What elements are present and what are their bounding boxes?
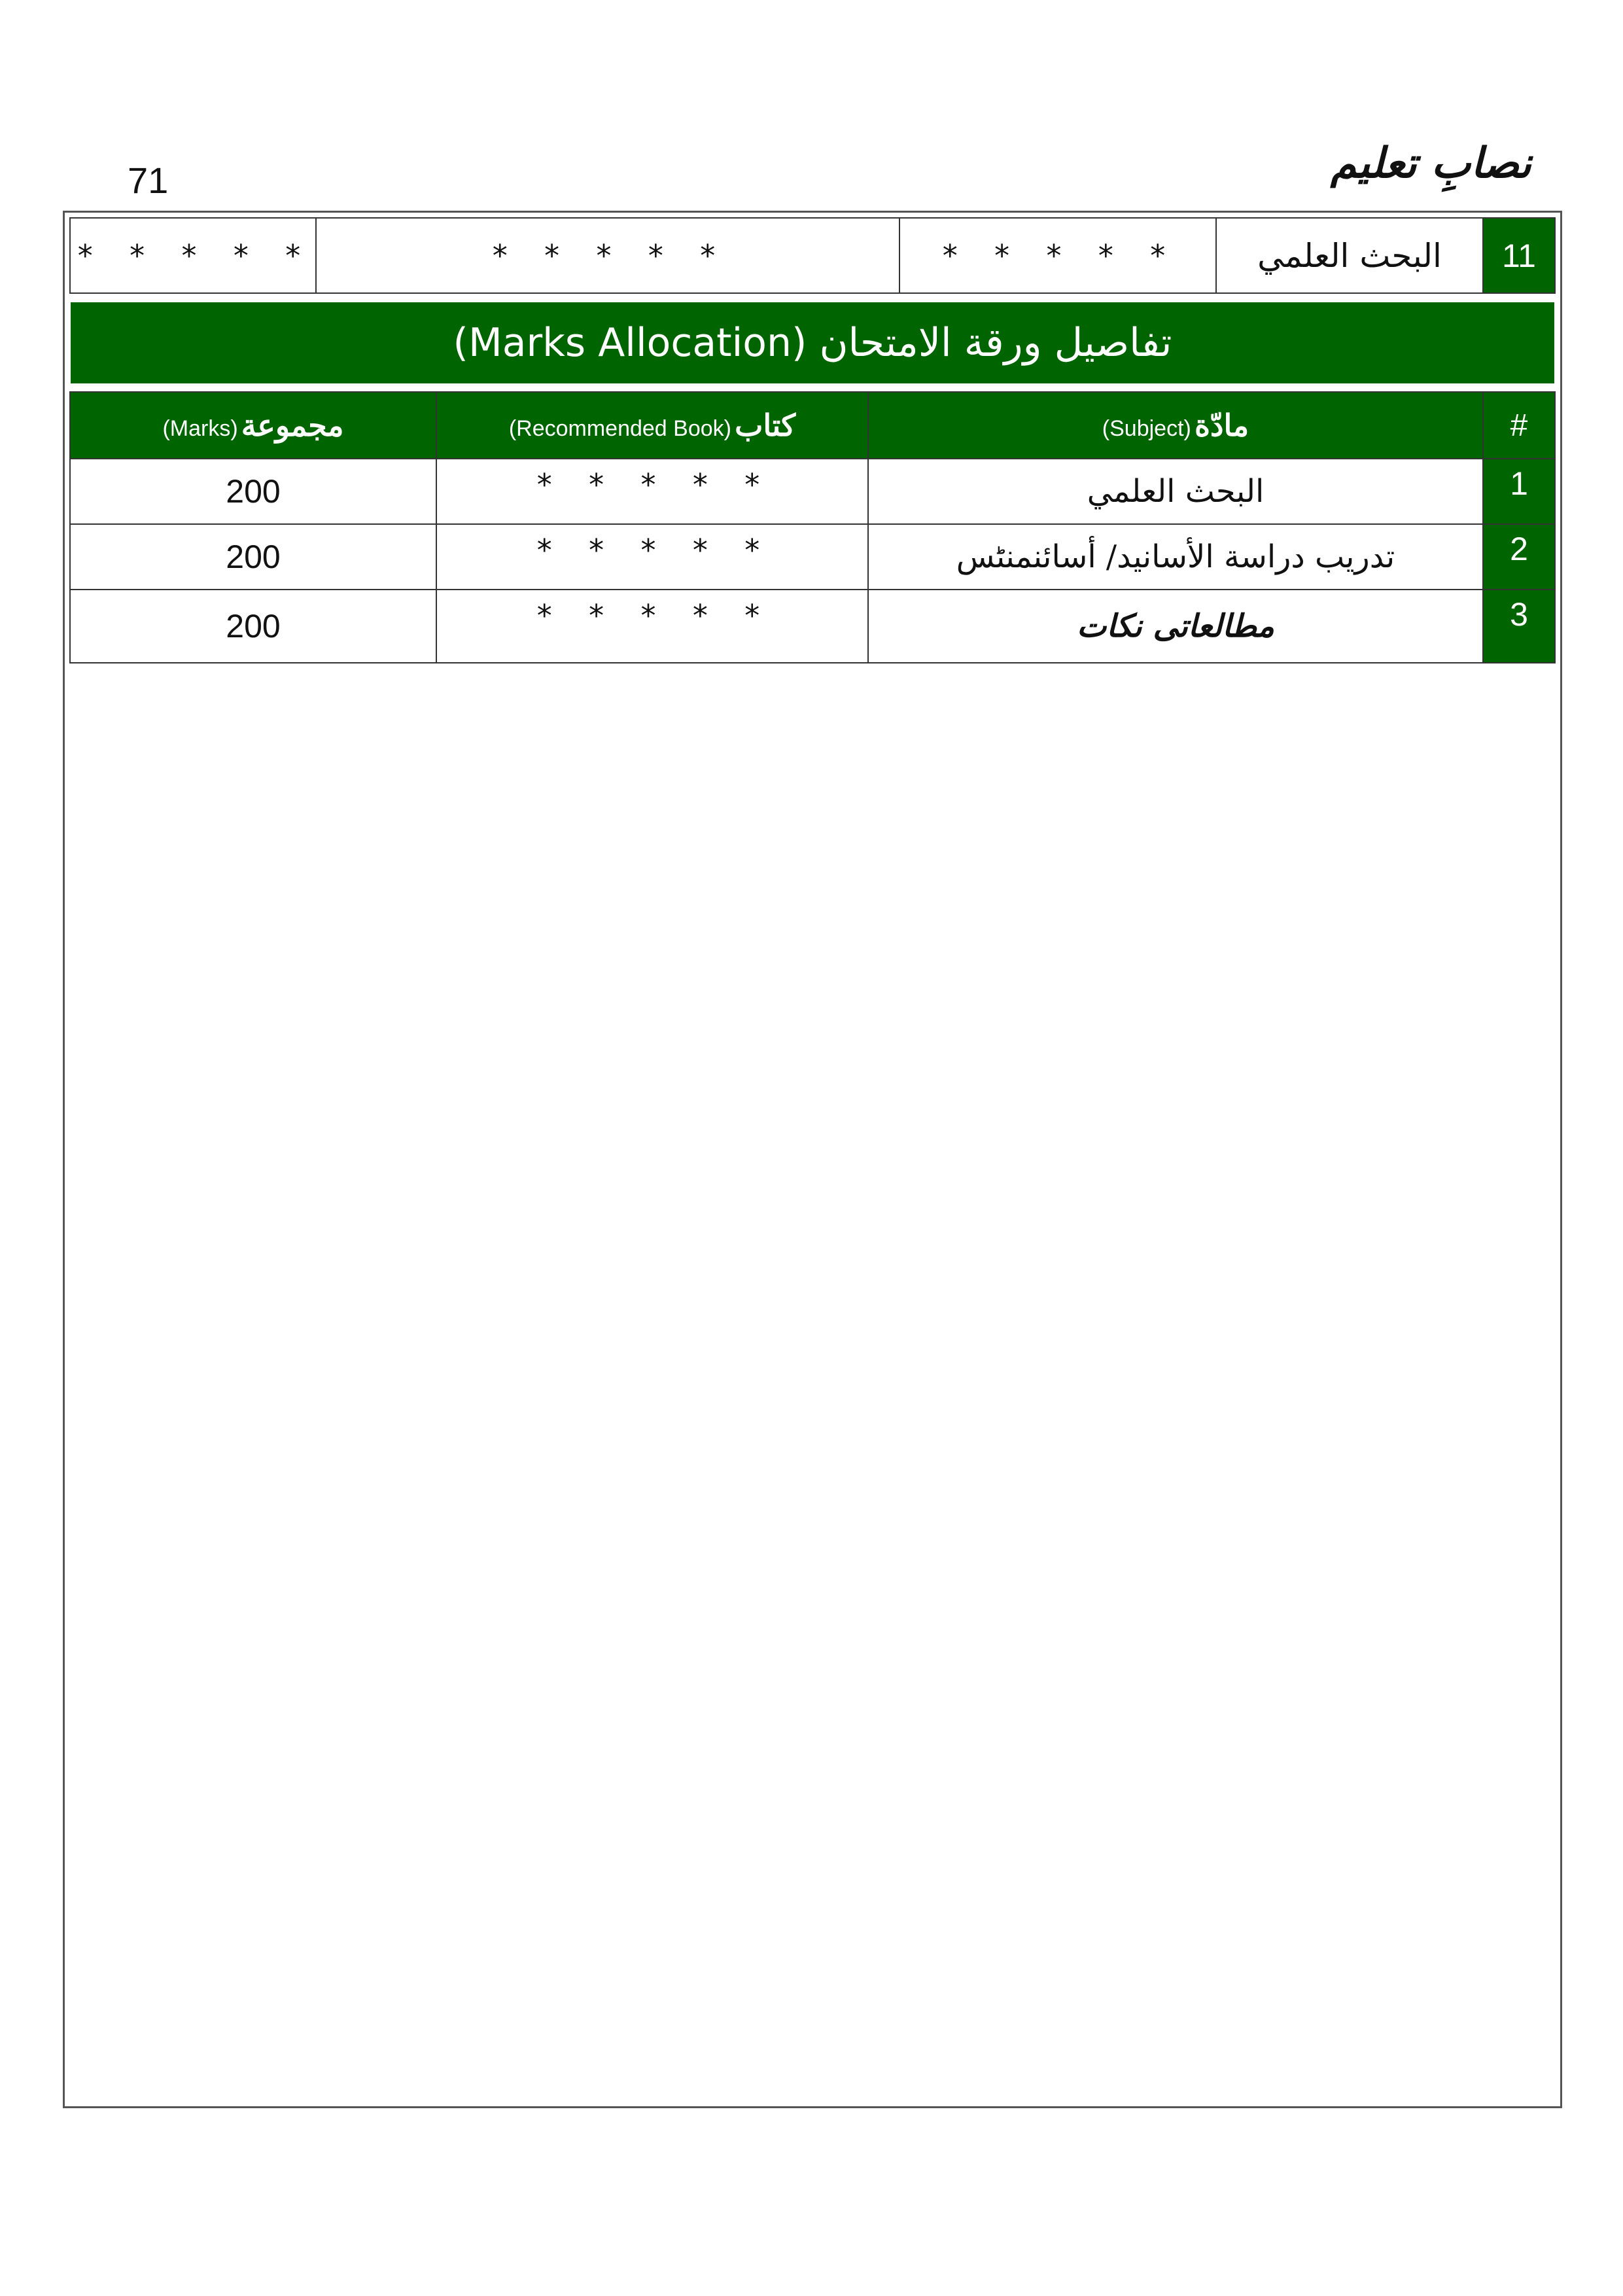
row-subject: تدريب دراسة الأسانيد/ أسائنمنٹس [868,524,1483,590]
top-row-col1: * * * * * [70,218,316,293]
header-book-en: (Recommended Book) [508,416,731,441]
header-hash: # [1483,392,1555,459]
top-row-subject: البحث العلمي [1216,218,1483,293]
header-subject-ar: مادّة [1194,408,1249,443]
curriculum-title: نصابِ تعلیم [1330,139,1531,188]
row-marks: 200 [70,459,436,524]
marks-allocation-banner [71,302,1554,383]
marks-allocation-table [69,391,1556,663]
header-subject [868,392,1483,459]
header-book [436,392,868,459]
header-marks [70,392,436,459]
header-marks-ar: مجموعة [241,408,344,443]
row-subject: البحث العلمي [868,459,1483,524]
top-row-number: 11 [1483,218,1555,293]
table-row [70,590,1555,663]
row-book: * * * * * [436,524,868,590]
row-book: * * * * * [436,590,868,663]
header-marks-en: (Marks) [162,416,238,441]
top-row-col2: * * * * * [316,218,899,293]
header-book-ar: كتاب [735,408,796,443]
row-book: * * * * * [436,459,868,524]
top-row-col3: * * * * * [899,218,1216,293]
continuation-row-table [69,217,1556,294]
table-row [70,218,1555,293]
row-marks: 200 [70,590,436,663]
row-index: 1 [1483,459,1555,524]
row-marks: 200 [70,524,436,590]
row-subject: مطالعاتی نکات [868,590,1483,663]
table-header-row [70,392,1555,459]
row-index: 2 [1483,524,1555,590]
table-row [70,459,1555,524]
table-row [70,524,1555,590]
page-number: 71 [128,160,169,201]
banner-title: تفاصيل ورقة الامتحان (Marks Allocation) [453,320,1172,366]
header-subject-en: (Subject) [1102,416,1191,441]
row-index: 3 [1483,590,1555,663]
